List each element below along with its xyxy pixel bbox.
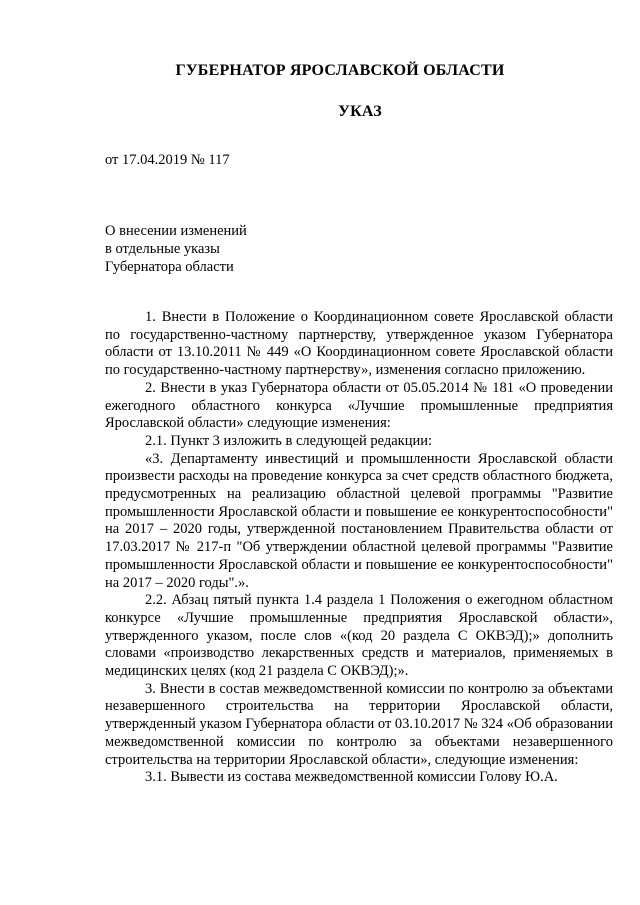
- body-paragraph: 2.2. Абзац пятый пункта 1.4 раздела 1 Положения о ежегодном областном конкурсе «Лучшие промышленные предприятия Ярославской области», утвержденного указом, после слов «(код 20 раздела С ОКВЭД);» дополнить словами «производство лекарственных средств и материалов, применяемых в медицинских целях (код 21 раздела С ОКВЭД);».: [105, 592, 613, 680]
- document-subject: [105, 222, 247, 276]
- document-body: [105, 309, 613, 787]
- document-date-number: от 17.04.2019 № 117: [105, 152, 230, 168]
- body-paragraph: 2. Внести в указ Губернатора области от 05.05.2014 № 181 «О проведении ежегодного областного конкурса «Лучшие промышленные предприятия Ярославской области» следующие изменения:: [105, 379, 613, 432]
- body-paragraph: 2.1. Пункт 3 изложить в следующей редакции:: [145, 432, 433, 449]
- subject-line: в отдельные указы: [105, 241, 220, 257]
- subject-line: О внесении изменений: [105, 223, 247, 239]
- subject-line: Губернатора области: [105, 259, 234, 275]
- body-paragraph: 3.1. Вывести из состава межведомственной комиссии Голову Ю.А.: [145, 769, 558, 786]
- document-authority-heading: ГУБЕРНАТОР ЯРОСЛАВСКОЙ ОБЛАСТИ: [175, 62, 505, 79]
- body-paragraph: «3. Департаменту инвестиций и промышленности Ярославской области произвести расходы на проведение конкурса за счет средств областного бюджета, предусмотренных на реализацию областной целевой программы "Развитие промышленности Ярославской области и повышение ее конкурентоспособности" на 2017 – 2020 годы, утвержденной постановлением Правительства области от 17.03.2017 № 217-п "Об утверждении областной целевой программы "Развитие промышленности Ярославской области и повышение ее конкурентоспособности" на 2017 – 2020 годы".».: [105, 450, 613, 591]
- document-type-heading: УКАЗ: [338, 103, 382, 120]
- body-paragraph: 3. Внести в состав межведомственной комиссии по контролю за объектами незавершенного строительства на территории Ярославской области, утвержденный указом Губернатора области от 03.10.2017 № 324 «Об образовании межведомственной комиссии по контролю за объектами незавершенного строительства на территории Ярославской области», следующие изменения:: [105, 680, 613, 768]
- body-paragraph: 1. Внести в Положение о Координационном совете Ярославской области по государственно-частному партнерству, утвержденное указом Губернатора области от 13.10.2011 № 449 «О Координационном совете Ярославской области по государственно-частному партнерству», изменения согласно приложению.: [105, 309, 613, 379]
